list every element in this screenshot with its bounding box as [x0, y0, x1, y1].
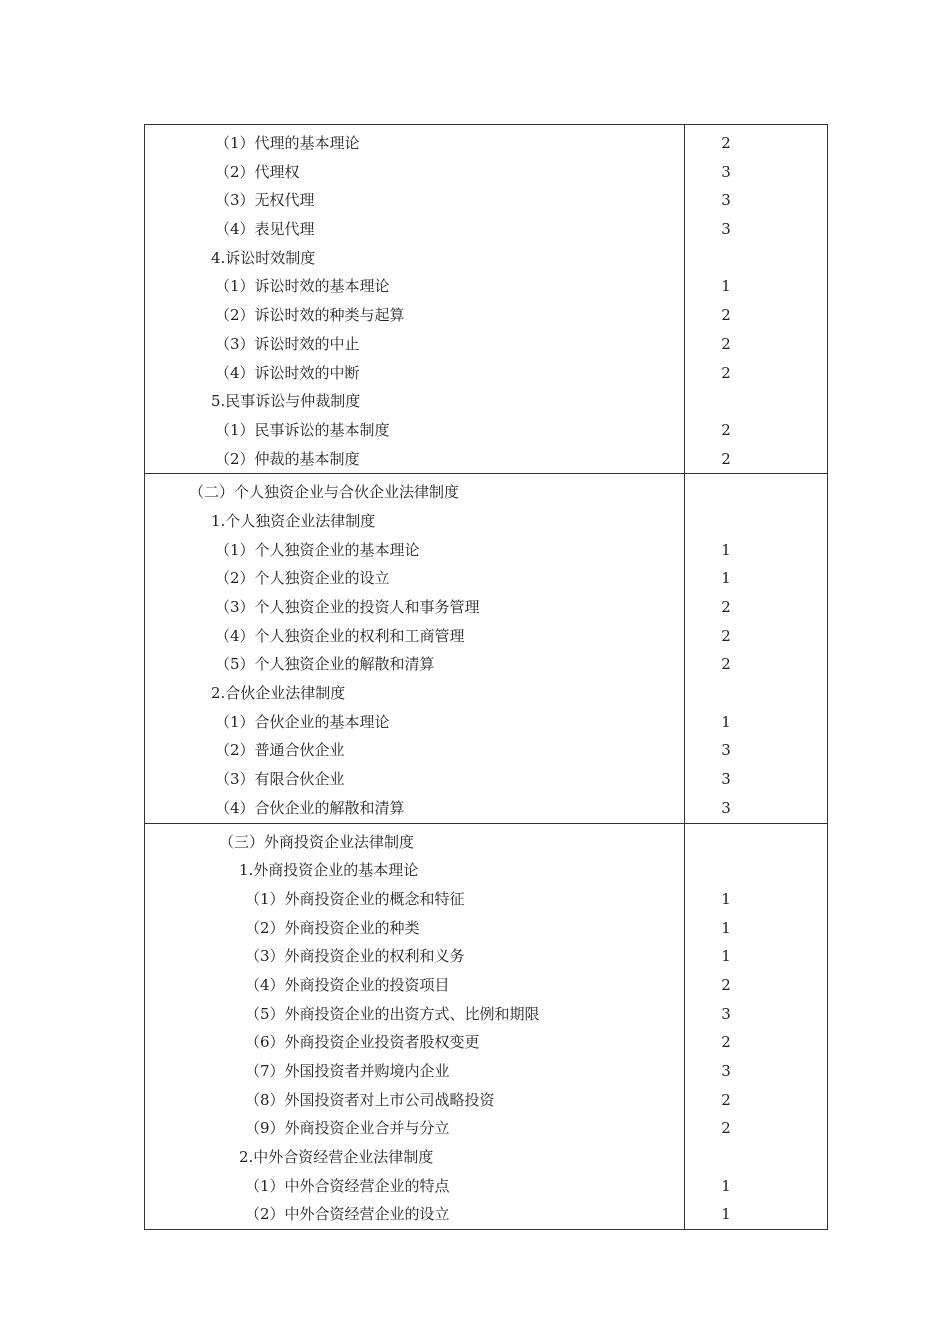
topic-column — [145, 824, 685, 1230]
syllabus-table — [144, 124, 828, 1230]
hours-value: 3 — [721, 220, 731, 239]
hours-value: 2 — [721, 975, 731, 994]
hours-value: 3 — [721, 191, 731, 210]
hours-value: 2 — [721, 134, 731, 152]
hours-value: 1 — [721, 947, 731, 966]
section-heading: （三）外商投资企业法律制度 — [219, 832, 415, 851]
topic-item: （5）个人独资企业的解散和清算 — [215, 655, 435, 674]
topic-item: （5）外商投资企业的出资方式、比例和期限 — [245, 1004, 540, 1023]
hours-value — [685, 387, 827, 416]
hours-value: 1 — [721, 277, 731, 296]
topic-item: （1）合伙企业的基本理论 — [215, 712, 390, 731]
topic-item: （1）代理的基本理论 — [215, 134, 360, 152]
topic-item: （1）民事诉讼的基本制度 — [215, 420, 390, 439]
hours-value: 1 — [721, 1205, 731, 1224]
hours-value — [685, 244, 827, 273]
topic-item: （2）中外合资经营企业的设立 — [245, 1205, 450, 1224]
topic-item: （3）有限合伙企业 — [215, 770, 345, 789]
hours-value: 1 — [721, 540, 731, 559]
topic-item: （2）个人独资企业的设立 — [215, 569, 390, 588]
topic-item: （2）仲裁的基本制度 — [215, 449, 360, 468]
table-section — [144, 473, 828, 822]
topic-item: （2）代理权 — [215, 162, 300, 181]
section-heading: （二）个人独资企业与合伙企业法律制度 — [189, 483, 460, 502]
hours-value: 2 — [721, 306, 731, 325]
topic-item: （1）外商投资企业的概念和特征 — [245, 889, 465, 908]
topic-item: （3）无权代理 — [215, 191, 315, 210]
topic-item: （6）外商投资企业投资者股权变更 — [245, 1033, 480, 1052]
hours-column — [685, 125, 827, 473]
hours-value: 2 — [721, 1119, 731, 1138]
hours-column — [685, 824, 827, 1230]
topic-item: （7）外国投资者并购境内企业 — [245, 1062, 450, 1080]
section-heading: 4.诉讼时效制度 — [211, 248, 316, 267]
hours-value: 3 — [721, 1004, 731, 1023]
topic-item: （2）诉讼时效的种类与起算 — [215, 306, 405, 325]
hours-value — [685, 507, 827, 536]
hours-value: 2 — [721, 449, 731, 468]
topic-column — [145, 474, 685, 822]
section-heading: 1.个人独资企业法律制度 — [211, 511, 376, 530]
hours-value: 1 — [721, 1176, 731, 1195]
hours-value: 2 — [721, 598, 731, 616]
hours-value: 2 — [721, 420, 731, 439]
section-heading: 2.中外合资经营企业法律制度 — [239, 1148, 434, 1167]
hours-value: 3 — [721, 1062, 731, 1080]
hours-value: 3 — [721, 741, 731, 760]
section-heading: 2.合伙企业法律制度 — [211, 684, 346, 703]
hours-value: 2 — [721, 1033, 731, 1052]
topic-item: （3）个人独资企业的投资人和事务管理 — [215, 598, 480, 616]
section-heading: 1.外商投资企业的基本理论 — [239, 861, 419, 880]
hours-value: 3 — [721, 770, 731, 789]
table-section — [144, 823, 828, 1231]
hours-value: 1 — [721, 918, 731, 937]
table-section — [144, 124, 828, 473]
hours-value: 1 — [721, 889, 731, 908]
hours-value: 1 — [721, 712, 731, 731]
hours-value — [685, 679, 827, 708]
hours-value — [685, 1143, 827, 1172]
topic-item: （4）合伙企业的解散和清算 — [215, 798, 405, 817]
hours-value — [685, 856, 827, 885]
section-heading: 5.民事诉讼与仲裁制度 — [211, 392, 361, 411]
topic-item: （4）表见代理 — [215, 220, 315, 239]
topic-item: （4）外商投资企业的投资项目 — [245, 975, 450, 994]
topic-item: （1）诉讼时效的基本理论 — [215, 277, 390, 296]
hours-value: 2 — [721, 626, 731, 645]
hours-value — [685, 478, 827, 507]
topic-item: （1）个人独资企业的基本理论 — [215, 540, 420, 559]
hours-value: 2 — [721, 363, 731, 382]
topic-item: （3）诉讼时效的中止 — [215, 334, 360, 353]
hours-value: 1 — [721, 569, 731, 588]
topic-item: （9）外商投资企业合并与分立 — [245, 1119, 450, 1138]
topic-column — [145, 125, 685, 473]
hours-value: 2 — [721, 334, 731, 353]
hours-value: 2 — [721, 1090, 731, 1109]
hours-value: 3 — [721, 162, 731, 181]
topic-item: （2）外商投资企业的种类 — [245, 918, 420, 937]
hours-value — [685, 828, 827, 857]
hours-value: 2 — [721, 655, 731, 674]
topic-item: （8）外国投资者对上市公司战略投资 — [245, 1090, 495, 1109]
hours-column — [685, 474, 827, 822]
hours-value: 3 — [721, 798, 731, 817]
topic-item: （2）普通合伙企业 — [215, 741, 345, 760]
topic-item: （1）中外合资经营企业的特点 — [245, 1176, 450, 1195]
topic-item: （4）个人独资企业的权利和工商管理 — [215, 626, 465, 645]
topic-item: （4）诉讼时效的中断 — [215, 363, 360, 382]
topic-item: （3）外商投资企业的权利和义务 — [245, 947, 465, 966]
